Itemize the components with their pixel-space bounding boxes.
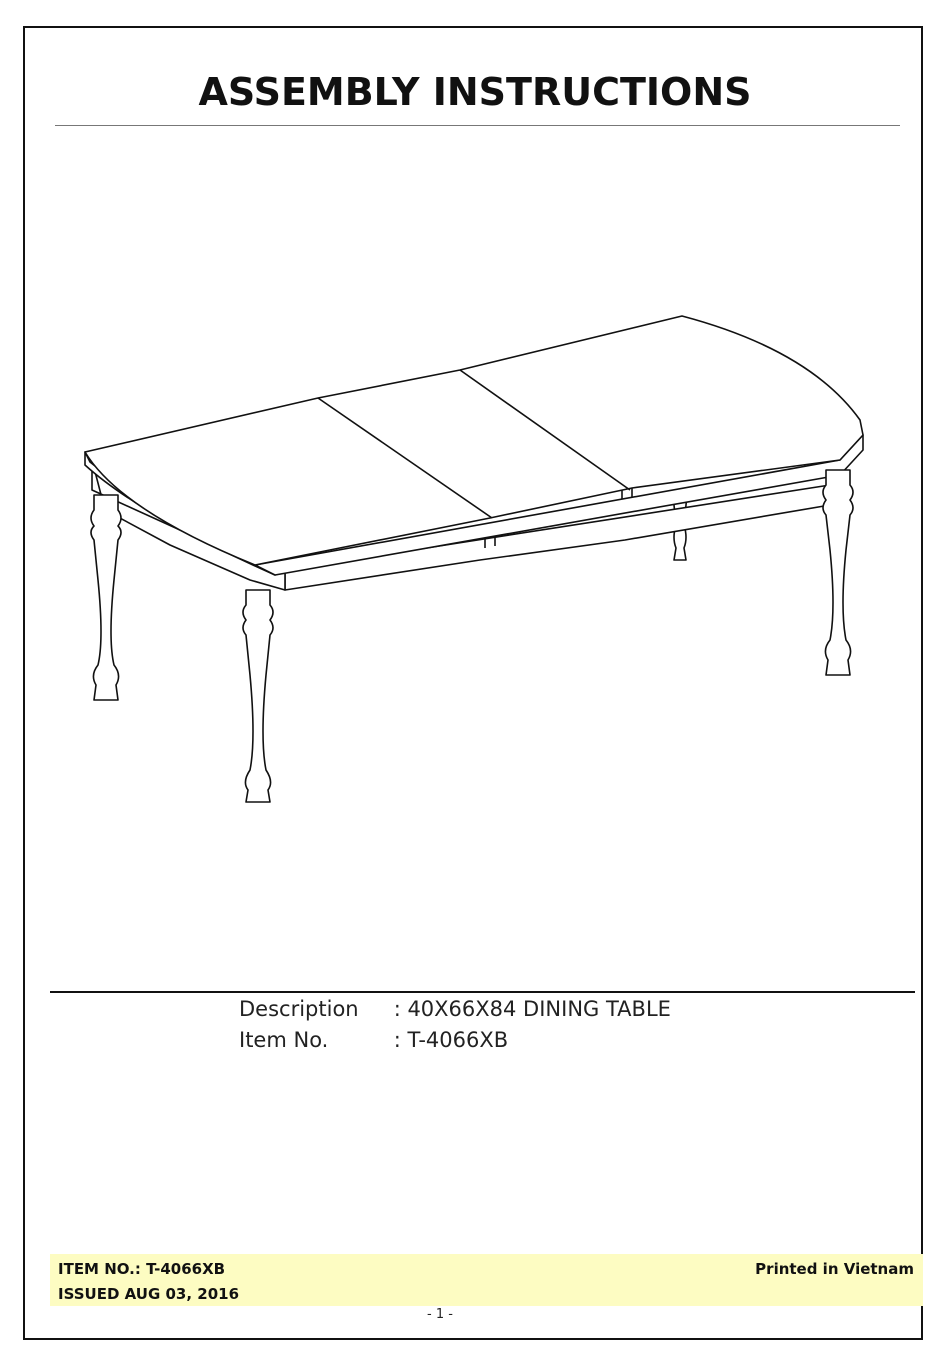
info-divider (50, 991, 915, 993)
footer-issued-date: ISSUED AUG 03, 2016 (58, 1285, 240, 1303)
description-label: Description (239, 997, 359, 1021)
item-number-label: Item No. (239, 1028, 329, 1052)
page-title: ASSEMBLY INSTRUCTIONS (198, 70, 752, 114)
footer-item-number: ITEM NO.: T-4066XB (58, 1260, 226, 1278)
description-row (239, 997, 671, 1021)
footer-printed-in: Printed in Vietnam (755, 1260, 914, 1278)
item-number-value: : T-4066XB (393, 1028, 509, 1052)
description-value: : 40X66X84 DINING TABLE (393, 997, 671, 1021)
item-number-row (239, 1028, 508, 1052)
title-divider (55, 125, 900, 126)
page-number: - 1 - (427, 1307, 453, 1322)
dining-table-illustration (60, 290, 900, 830)
